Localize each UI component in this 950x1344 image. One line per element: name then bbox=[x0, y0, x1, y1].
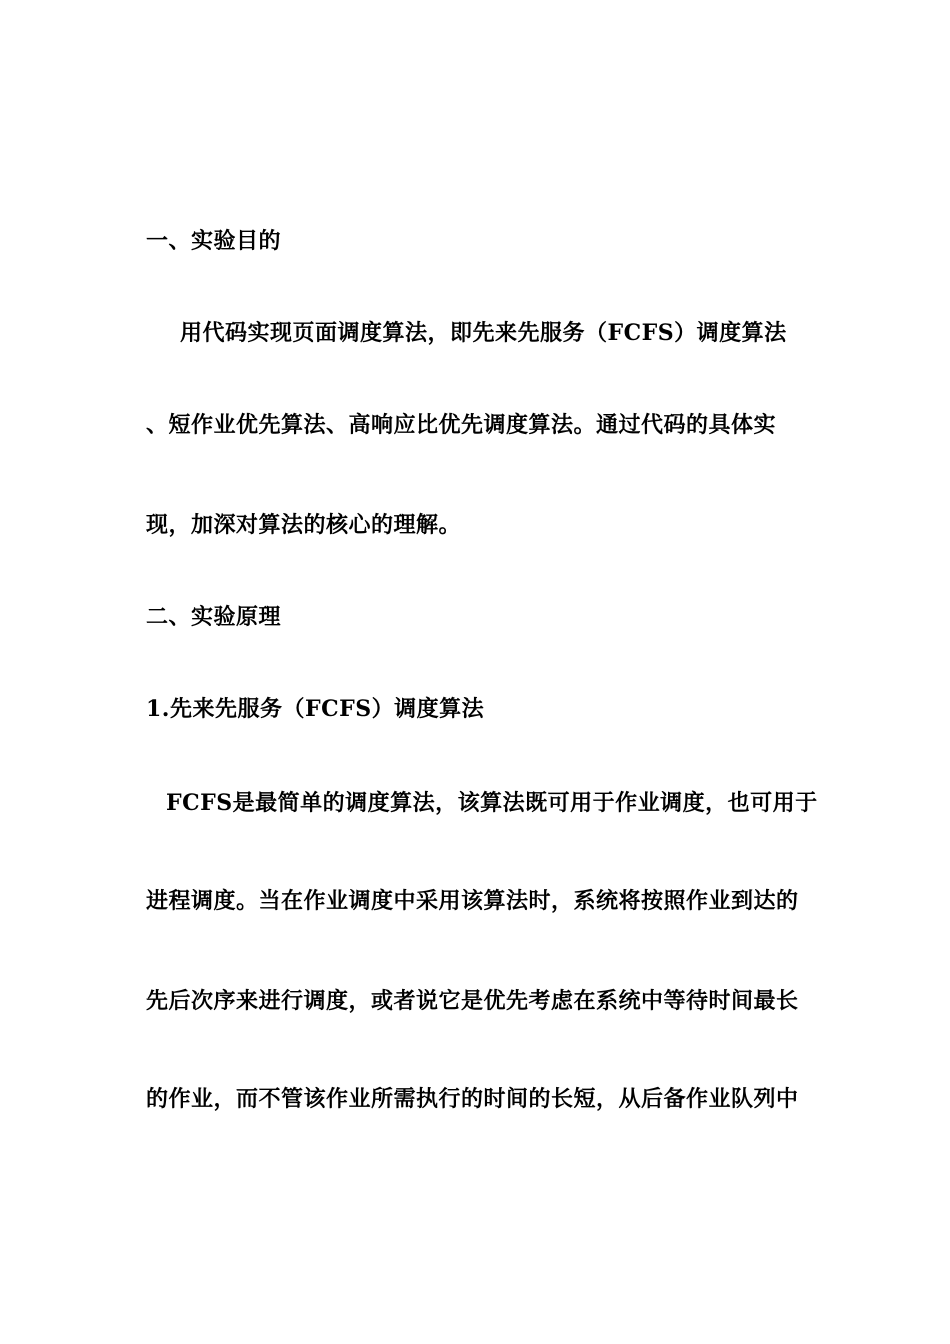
paragraph-line: 先后次序来进行调度，或者说它是优先考虑在系统中等待时间最长 bbox=[146, 988, 799, 1014]
section-heading-purpose: 一、实验目的 bbox=[146, 228, 282, 254]
subsection-heading: 1.先来先服务（FCFS）调度算法 bbox=[146, 696, 485, 722]
paragraph-line: 进程调度。当在作业调度中采用该算法时，系统将按照作业到达的 bbox=[146, 888, 799, 914]
paragraph-line: 现，加深对算法的核心的理解。 bbox=[146, 512, 462, 538]
paragraph-line: 的作业，而不管该作业所需执行的时间的长短，从后备作业队列中 bbox=[146, 1086, 799, 1112]
section-heading-principle: 二、实验原理 bbox=[146, 604, 282, 630]
paragraph-line: FCFS是最简单的调度算法，该算法既可用于作业调度，也可用于 bbox=[166, 790, 818, 816]
paragraph-line: 用代码实现页面调度算法，即先来先服务（FCFS）调度算法 bbox=[180, 320, 787, 346]
paragraph-line: 、短作业优先算法、高响应比优先调度算法。通过代码的具体实 bbox=[146, 412, 777, 438]
